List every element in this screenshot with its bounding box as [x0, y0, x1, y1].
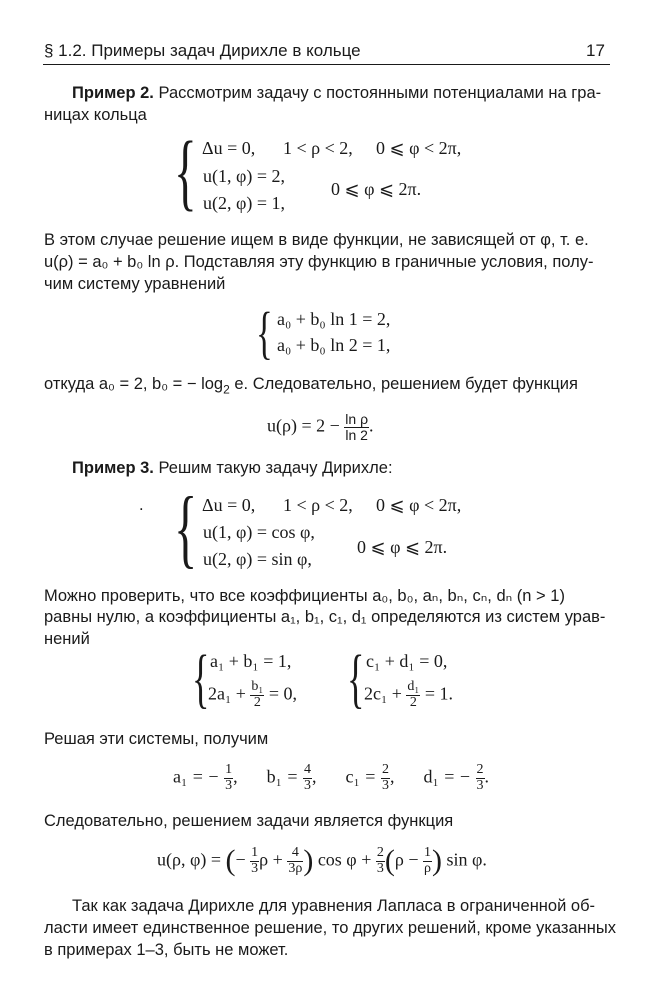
example2-sys-row1-cond2: 0 ⩽ φ < 2π,: [376, 138, 462, 158]
example3-para1-line2: равны нулю, а коэффициенты a₁, b₁, c₁, d₁ определяются из систем урав-: [44, 608, 606, 626]
log-base: 2: [223, 382, 230, 397]
linear-system-row1: a₀ + b₀ ln 1 = 2,: [277, 309, 391, 329]
example2-intro-line2: ницах кольца: [44, 106, 147, 124]
final-formula: [157, 846, 487, 876]
linear-system-row2: a₀ + b₀ ln 2 = 1,: [277, 335, 391, 355]
final-neg: −: [235, 849, 246, 870]
final-f1-den: 3: [251, 860, 259, 876]
closing-line1: Так как задача Дирихле для уравнения Лапласа в ограниченной об-: [72, 897, 596, 915]
example3-intro-line: [72, 459, 393, 478]
right-row2-num: d₁: [407, 679, 420, 694]
right-row2-frac: [406, 680, 420, 710]
coef-c-num: 2: [381, 762, 389, 777]
coef-b-end: ,: [312, 766, 317, 787]
right-row2-post: = 1.: [424, 683, 453, 704]
example3-label: Пример 3.: [72, 459, 154, 477]
coef-a-end: ,: [233, 766, 238, 787]
example2-para2-prefix: откуда a₀ = 2, b₀ = − log: [44, 375, 224, 393]
example2-sys-row2-eq: u(1, φ) = 2,: [203, 166, 286, 186]
final-frac3: [376, 846, 385, 876]
right-row2-den: 2: [406, 695, 420, 711]
left-row2-num: b₁: [251, 679, 264, 694]
example3-para1-line1: Можно проверить, что все коэффициенты a₀, b₀, aₙ, bₙ, cₙ, dₙ (n > 1): [44, 587, 565, 605]
example2-para1-line2: u(ρ) = a₀ + b₀ ln ρ. Подставляя эту функцию в граничные условия, полу-: [44, 253, 594, 271]
solution-frac-num: ln ρ: [345, 411, 369, 427]
final-rho2: ρ −: [394, 849, 419, 870]
example2-sys-rows23-cond: 0 ⩽ φ ⩽ 2π.: [331, 179, 422, 199]
final-frac4: [423, 846, 432, 876]
solution-frac-den: ln 2: [345, 426, 368, 443]
example2-sys-row1-eq: Δu = 0,: [202, 138, 256, 158]
example2-para1-line1: В этом случае решение ищем в виде функции, не зависящей от φ, т. е.: [44, 231, 589, 249]
final-rho1: ρ +: [259, 849, 283, 870]
example2-para2-suffix: e. Следовательно, решением будет функция: [229, 375, 578, 393]
left-row2-pre: 2a₁ +: [208, 683, 246, 704]
example2-system-brace: {: [174, 123, 197, 219]
coef-b-frac: [303, 763, 312, 793]
example2-sys-row1-cond: 1 < ρ < 2,: [283, 138, 353, 158]
coef-c-den: 3: [381, 777, 389, 793]
example3-sys-rows23-cond: 0 ⩽ φ ⩽ 2π.: [357, 537, 448, 557]
example3-sys-row1-eq: Δu = 0,: [202, 495, 256, 515]
example3-sys-row1-cond2: 0 ⩽ φ < 2π,: [376, 495, 462, 515]
coef-d-frac: [476, 763, 485, 793]
left-system-brace: {: [192, 642, 210, 715]
coef-a-lhs: a₁ = −: [173, 766, 219, 787]
left-system-row2: [208, 680, 297, 710]
left-system-row1: a₁ + b₁ = 1,: [210, 651, 292, 671]
linear-system-brace: {: [256, 300, 273, 365]
coef-b-den: 3: [304, 777, 312, 793]
solution-end: .: [369, 415, 374, 436]
right-system-brace: {: [347, 642, 365, 715]
final-frac1: [250, 846, 259, 876]
final-f1-num: 1: [251, 845, 259, 860]
left-row2-post: = 0,: [268, 683, 297, 704]
coef-b-num: 4: [304, 762, 312, 777]
final-lparen2: (: [384, 844, 395, 878]
coef-d-end: .: [484, 766, 490, 787]
final-lparen: (: [225, 844, 236, 878]
example2-label: Пример 2.: [72, 84, 154, 102]
example3-system-brace: {: [174, 480, 198, 577]
final-frac2: [287, 846, 303, 876]
right-system-row2: [364, 680, 453, 710]
left-row2-frac: [250, 680, 264, 710]
example2-solution: [267, 412, 374, 442]
coef-d-den: 3: [476, 777, 484, 793]
final-f4-den: ρ: [424, 860, 431, 876]
stray-dot: .: [139, 496, 144, 514]
example2-intro-line1: [72, 84, 601, 103]
example3-sys-row3-eq: u(2, φ) = sin φ,: [203, 549, 312, 569]
coefficients-row: [173, 763, 489, 793]
coef-c-frac: [381, 763, 390, 793]
final-rparen2: ): [432, 844, 442, 878]
solve-text: Решая эти системы, получим: [44, 730, 269, 748]
example3-para1-line3: нений: [44, 630, 90, 648]
left-row2-den: 2: [250, 695, 264, 711]
example2-sys-row3-eq: u(2, φ) = 1,: [203, 193, 286, 213]
section-title: § 1.2. Примеры задач Дирихле в кольце: [44, 41, 361, 60]
coef-c-lhs: c₁ =: [345, 766, 376, 787]
coef-d-lhs: d₁ = −: [423, 766, 471, 787]
final-f2-num: 4: [291, 845, 299, 860]
page-number: 17: [586, 41, 605, 60]
final-f3-den: 3: [376, 860, 384, 876]
coef-a-den: 3: [225, 777, 233, 793]
final-sin-part: sin φ.: [446, 849, 487, 870]
final-f4-num: 1: [424, 845, 431, 860]
final-f2-den: 3ρ: [288, 860, 303, 876]
header-rule: [43, 64, 610, 65]
coef-c-end: ,: [389, 766, 395, 787]
coef-a-num: 1: [225, 762, 233, 777]
final-lhs: u(ρ, φ) =: [157, 849, 222, 870]
example3-sys-row2-eq: u(1, φ) = cos φ,: [203, 522, 315, 542]
example3-sys-row1-cond: 1 < ρ < 2,: [283, 495, 353, 515]
example2-para1-line3: чим систему уравнений: [44, 275, 226, 293]
example3-intro-text: Решим такую задачу Дирихле:: [158, 459, 393, 477]
coef-b-lhs: b₁ =: [266, 766, 298, 787]
coef-d-num: 2: [476, 762, 484, 777]
right-row2-pre: 2c₁ +: [364, 683, 402, 704]
closing-line2: ласти имеет единственное решение, то других решений, кроме указанных: [44, 919, 616, 937]
example2-para2: [44, 375, 578, 396]
closing-line3: в примерах 1–3, быть не может.: [44, 941, 289, 959]
conclusion-text: Следовательно, решением задачи является функция: [44, 812, 454, 830]
final-f3-num: 2: [376, 845, 384, 860]
solution-lhs: u(ρ) = 2 −: [267, 415, 340, 436]
solution-fraction: [344, 412, 369, 442]
right-system-row1: c₁ + d₁ = 0,: [366, 651, 448, 671]
coef-a-frac: [224, 763, 233, 793]
final-rparen: ): [303, 844, 314, 878]
final-cos-part: cos φ +: [317, 849, 372, 870]
example2-intro-text: Рассмотрим задачу с постоянными потенциалами на гра-: [158, 84, 602, 102]
